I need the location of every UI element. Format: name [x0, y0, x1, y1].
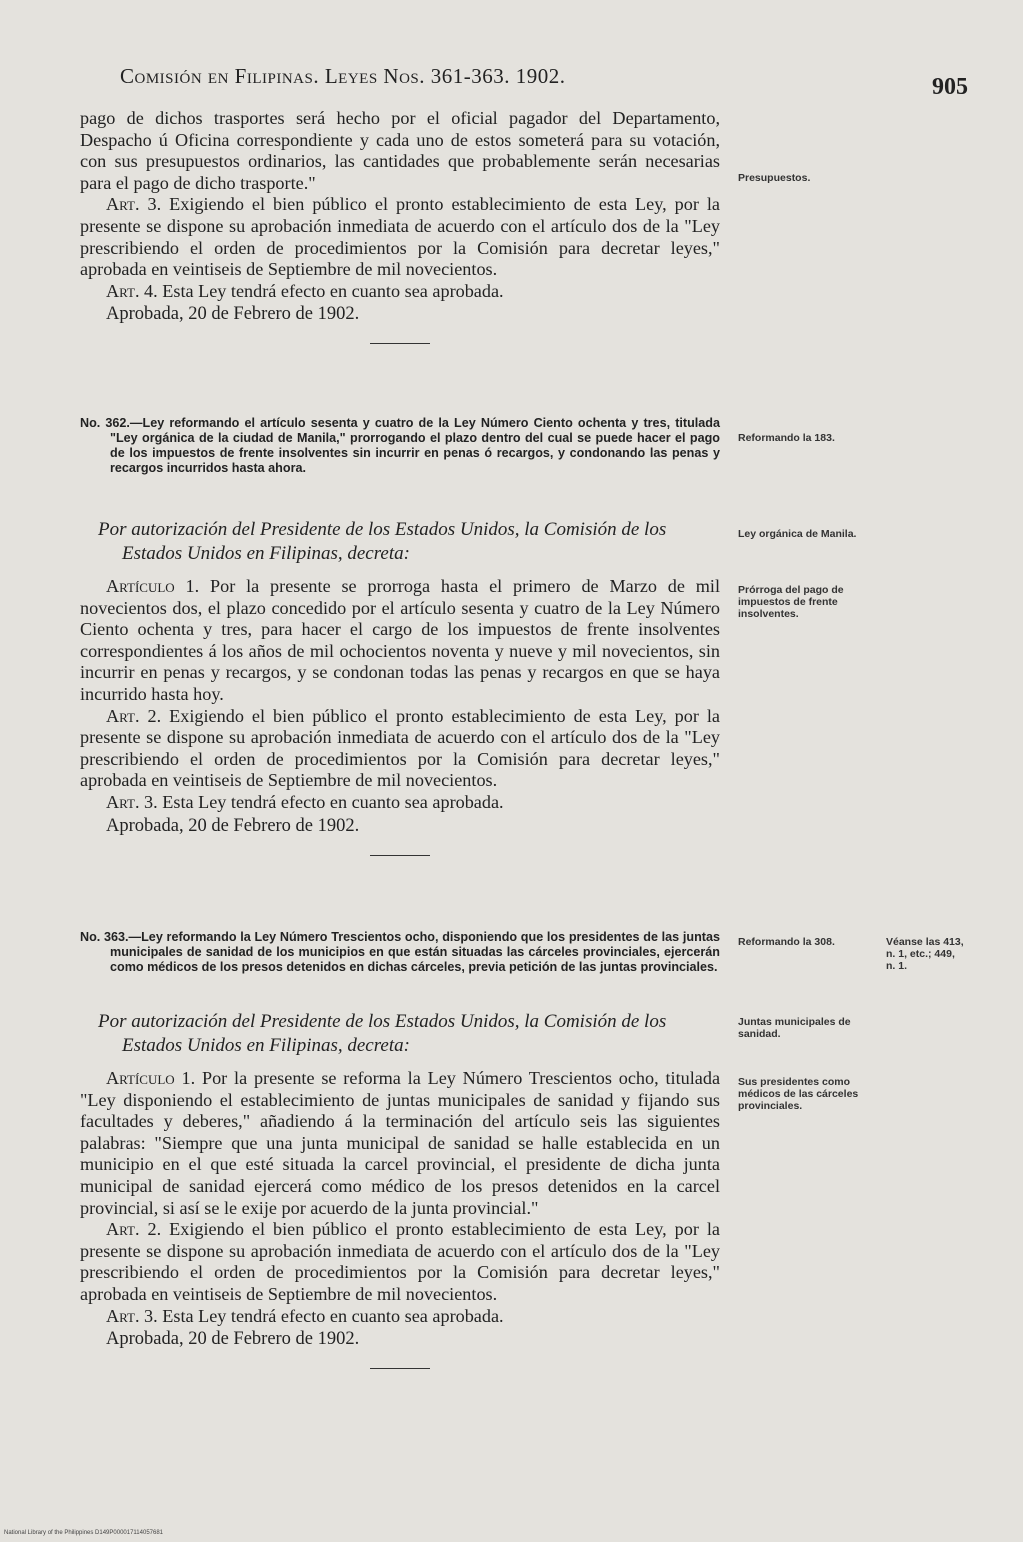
article-text: Esta Ley tendrá efecto en cuanto sea aprobada. — [162, 1305, 504, 1326]
article-3 — [80, 792, 720, 814]
approval-date: Aprobada, 20 de Febrero de 1902. — [106, 304, 360, 325]
article-text: Por la presente se reforma la Ley Número Trescientos ocho, titulada "Ley disponiendo el establecimiento de juntas municipales de sanidad y fijando sus facultades y deberes," añadiendo á la terminación del artículo seis las siguientes palabras: "Siempre que una junta municipal de sanidad se halle establecida en un municipio en el que esté situada la carcel provincial, el presidente de dicha junta municipal de sanidad ejercerá como médico de los presos detenidos en la carcel provincial, si así se le exije por acuerdo de la junta provincial." — [80, 1068, 721, 1218]
law-362 — [80, 416, 720, 476]
article-text: Exigiendo el bien público el pronto establecimiento de esta Ley, por la presente se dispone su aprobación inmediata de acuerdo con el artículo dos de la "Ley prescribiendo el orden de procedimientos por la Comisión para decretar leyes," aprobada en veintiseis de Septiembre de mil novecientos. — [80, 705, 721, 791]
margin-note-veanse: Véanse las 413, n. 1, etc.; 449, n. 1. — [886, 936, 964, 972]
article-4 — [80, 281, 720, 303]
article-label: Art. 2. — [106, 1219, 162, 1240]
article-1 — [80, 576, 720, 706]
running-title: Comisión en Filipinas. Leyes Nos. 361-363. 1902. — [120, 64, 566, 88]
margin-note-prorroga: Prórroga del pago de impuestos de frente insolventes. — [738, 584, 844, 620]
margin-note-reformando-183: Reformando la 183. — [738, 432, 835, 444]
law-summary: No. 363.—Ley reformando la Ley Número Trescientos ocho, disponiendo que los presidentes de las juntas municipales de sanidad de los municipios en que están situadas las cárceles provinciales, ejercerán como médicos de los presos detenidos en dichas cárceles, previa petición de las juntas provinciales. — [80, 930, 720, 974]
paragraph-continued: pago de dichos trasportes será hecho por el oficial pagador del Departamento, Despacho ú Oficina correspondiente y cada uno de estos someterá para su votación, con sus presupuestos ordinarios, las cantidades que probablemente serán necesarias para el pago de dicho trasporte." — [80, 108, 720, 193]
page-header — [120, 64, 980, 104]
article-text: Por la presente se prorroga hasta el primero de Marzo de mil novecientos dos, el plazo concedido por el artículo sesenta y cuatro de la Ley Número Ciento ochenta y tres, para hacer el cargo de los impuestos de frente insolventes correspondientes á los años de mil ochocientos noventa y nueve y mil novecientos, sin incurrir en penas y recargos, y se condonan todas las penas y recargos en que se haya incurrido hasta hoy. — [80, 576, 721, 704]
section-divider — [370, 855, 430, 856]
approval-date: Aprobada, 20 de Febrero de 1902. — [106, 815, 360, 836]
article-1 — [80, 1068, 720, 1219]
margin-note-juntas: Juntas municipales de sanidad. — [738, 1016, 851, 1040]
article-text: Esta Ley tendrá efecto en cuanto sea aprobada. — [162, 280, 504, 301]
article-label: Artículo 1. — [106, 576, 200, 596]
article-label: Art. 3. — [106, 1305, 158, 1326]
approval-date: Aprobada, 20 de Febrero de 1902. — [106, 1329, 360, 1350]
article-text: Exigiendo el bien público el pronto establecimiento de esta Ley, por la presente se dispone su aprobación inmediata de acuerdo con el artículo dos de la "Ley prescribiendo el orden de procedimientos por la Comisión para decretar leyes," aprobada en veintiseis de Septiembre de mil novecientos. — [80, 1219, 721, 1304]
article-label: Art. 3. — [106, 194, 162, 215]
article-2 — [80, 1219, 720, 1305]
article-label: Art. 3. — [106, 791, 158, 812]
margin-note-presupuestos: Presupuestos. — [738, 172, 811, 184]
article-text: Esta Ley tendrá efecto en cuanto sea aprobada. — [162, 791, 504, 812]
article-label: Art. 4. — [106, 280, 158, 301]
margin-note-ley-organica: Ley orgánica de Manila. — [738, 528, 857, 540]
article-2 — [80, 706, 720, 792]
enacting-clause: Por autorización del Presidente de los Estados Unidos, la Comisión de los Estados Unidos en Filipinas, decreta: — [98, 519, 667, 564]
scan-footer: National Library of the Philippines D149P000017114057681 — [4, 1530, 164, 1536]
page-number: 905 — [932, 74, 968, 100]
margin-note-reformando-308: Reformando la 308. — [738, 936, 835, 948]
article-3 — [80, 1306, 720, 1328]
law-363 — [80, 930, 720, 975]
article-label: Artículo 1. — [106, 1068, 196, 1088]
article-label: Art. 2. — [106, 705, 162, 726]
law-363-decree — [80, 1010, 720, 1058]
margin-note-presidentes: Sus presidentes como médicos de las cárceles provinciales. — [738, 1076, 859, 1112]
article-3 — [80, 194, 720, 280]
law-363-articles — [80, 1068, 720, 1369]
article-text: Exigiendo el bien público el pronto establecimiento de esta Ley, por la presente se dispone su aprobación inmediata de acuerdo con el artículo dos de la "Ley prescribiendo el orden de procedimientos por la Comisión para decretar leyes," aprobada en veintiseis de Septiembre de mil novecientos. — [80, 194, 721, 280]
enacting-clause: Por autorización del Presidente de los Estados Unidos, la Comisión de los Estados Unidos en Filipinas, decreta: — [98, 1011, 667, 1056]
section-divider — [370, 343, 430, 344]
law-362-articles — [80, 576, 720, 856]
law-summary: No. 362.—Ley reformando el artículo sesenta y cuatro de la Ley Número Ciento ochenta y tres, titulada "Ley orgánica de la ciudad de Manila," prorrogando el plazo dentro del cual se puede hacer el pago de los impuestos de frente insolventes sin incurrir en penas ó recargos, y condonando las penas y recargos incurridos hasta ahora. — [80, 416, 720, 475]
law-361-continuation — [80, 108, 720, 344]
law-362-decree — [80, 518, 720, 566]
section-divider — [370, 1368, 430, 1369]
